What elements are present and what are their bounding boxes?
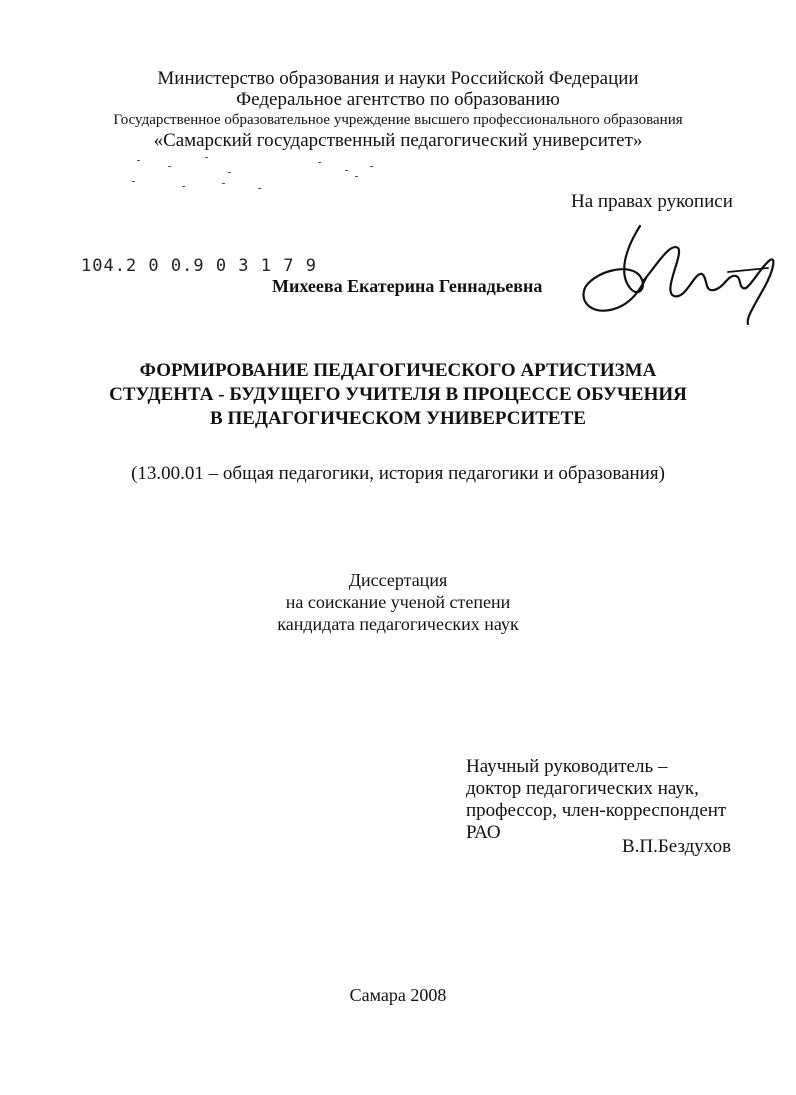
university-line: «Самарский государственный педагогический университет» (153, 130, 643, 151)
author-signature (578, 218, 778, 333)
doc-type-line: Диссертация (348, 570, 448, 590)
supervisor-line: доктор педагогических наук, (466, 778, 699, 799)
agency-line: Федеральное агентство по образованию (236, 89, 560, 110)
supervisor-name: В.П.Бездухов (622, 836, 732, 857)
ministry-line: Министерство образования и науки Российской Федерации (157, 68, 639, 89)
supervisor-block (466, 756, 726, 844)
document-type (0, 569, 796, 635)
title-line: СТУДЕНТА - БУДУЩЕГО УЧИТЕЛЯ В ПРОЦЕССЕ ОБУЧЕНИЯ (109, 384, 687, 405)
dissertation-title (0, 359, 796, 431)
institution-line: Государственное образовательное учреждение высшего профессионального образования (113, 112, 683, 128)
rights-note: На правах рукописи (571, 191, 733, 212)
supervisor-line: профессор, член-корреспондент (466, 800, 727, 821)
doc-type-line: кандидата педагогических наук (277, 614, 519, 634)
doc-type-line: на соискание ученой степени (285, 592, 511, 612)
specialty-code: (13.00.01 – общая педагогики, история педагогики и образования) (131, 463, 665, 484)
supervisor-line: Научный руководитель – (466, 756, 668, 777)
archive-number: 104.2 0 0.9 0 3 1 7 9 (81, 256, 317, 276)
city-year: Самара 2008 (349, 985, 447, 1005)
author-name: Михеева Екатерина Геннадьевна (272, 276, 543, 296)
supervisor-line: РАО (466, 822, 501, 843)
title-line: В ПЕДАГОГИЧЕСКОМ УНИВЕРСИТЕТЕ (210, 408, 586, 429)
title-line: ФОРМИРОВАНИЕ ПЕДАГОГИЧЕСКОГО АРТИСТИЗМА (139, 360, 657, 381)
